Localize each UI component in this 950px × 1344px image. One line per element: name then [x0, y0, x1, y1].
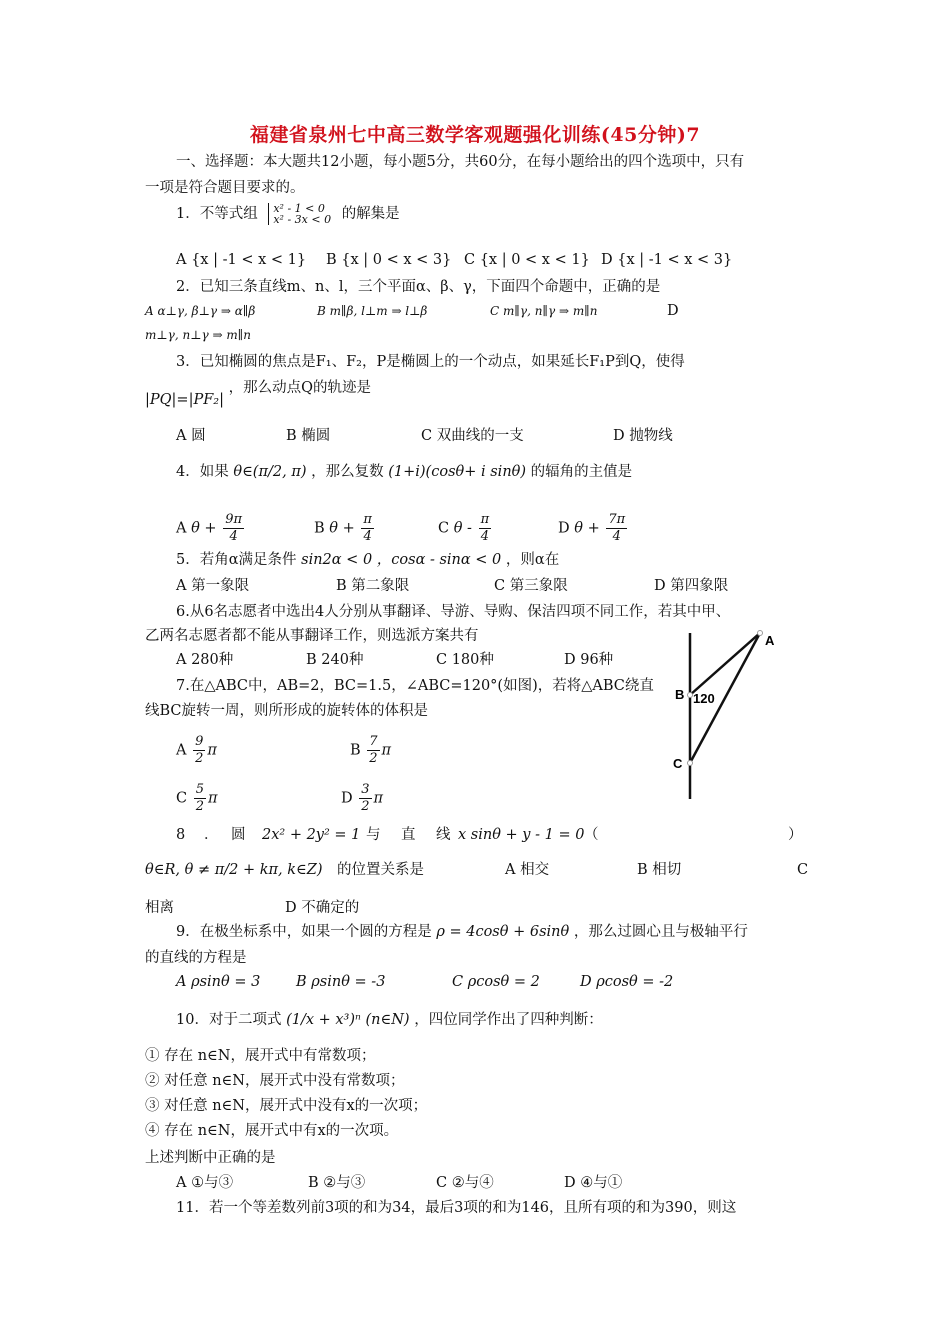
option-a: A {x | -1 < x < 1} [176, 252, 307, 268]
question-9-cont: 的直线的方程是 [145, 950, 247, 966]
label-c: C [673, 756, 683, 771]
label-b: B [675, 687, 685, 702]
question-3: 3．已知椭圆的焦点是F₁、F₂，P是椭圆上的一个动点，如果延长F₁P到Q，使得 [176, 354, 685, 370]
option-d: D ρcosθ = -2 [580, 974, 674, 990]
option-b: B ②与③ [308, 1175, 366, 1191]
statement-3: ③ 对任意 n∈N，展开式中没有x的一次项； [145, 1098, 428, 1114]
option-a: A 圆 [176, 428, 206, 444]
option-c: C ρcosθ = 2 [452, 974, 540, 990]
option-d: D 第四象限 [654, 578, 729, 594]
option-c: C 180种 [436, 652, 494, 668]
document-page: 福建省泉州七中高三数学客观题强化训练(45分钟)7 一、选择题：本大题共12小题，每小题5分，共60分，在每小题给出的四个选项中，只有 一项是符合题目要求的。 1．不等式组 x² - 1 < 0 x² - 3x < 0 的解集是 A {x | -1 < x < 1} B {x | 0 < x < 3} C {x | 0 < x < 1} D {x | -1 < x < 3} 2．已知三条直线m、n、l，三个平面α、β、γ，下面四个命题中，正确的是 A α⊥γ, β⊥γ ⇒ α∥β B m∥β, l⊥m ⇒ l⊥β C m∥γ, n∥γ ⇒ m∥n D m⊥γ, n⊥γ ⇒ m∥n 3．已知椭圆的焦点是F₁、F₂，P是椭圆上的一个动点，如果延长F₁P到Q，使得 |PQ|=|PF₂| ，那么动点Q的轨迹是 A 圆 B 椭圆 C 双曲线的一支 D 抛物线 4．如果 θ∈(π/2, π) ，那么复数 (1+i)(cosθ+ i sinθ) 的辐角的主值是 A θ + $\frac{9\pi}{4}$ B θ + $\frac{\pi}{4}$ C θ - $\frac{\pi}{4}$ D θ + $\frac{7\pi}{4}$ 5．若角α满足条件 sin2α < 0 ，cosα - sinα < 0 ，则α在 A 第一象限 B 第二象限 C 第三象限 D 第四象限 6.从6名志愿者中选出4人分别从事翻译、导游、导购、保洁四项不同工作，若其中甲、 乙两名志愿者都不能从事翻译工作，则选派方案共有 A 280种 B 240种 C 180种 D 96种 7.在△ABC中，AB=2，BC=1.5，∠ABC=120°(如图)，若将△ABC绕直 线BC旋转一周，则所形成的旋转体的体积是 A $\frac{9}{2}$ π B $\frac{7}{2}$ π C $\frac{5}{2}$ π D $\frac{3}{2}$ π A B 120 C 8 ． 圆 2x² + 2y² = 1 与 直 线 x sinθ + y - 1 = 0 （ ） θ∈R, θ ≠ π/2 + kπ, k∈Z) 的位置关系是 A 相交 B 相切 C 相离 D 不确定的 9．在极坐标系中，如果一个圆的方程是 ρ = 4cosθ + 6sinθ ，那么过圆心且与极轴平行 的直线的方程是 A ρsinθ = 3 B ρsinθ = -3 C ρcosθ = 2 D ρcosθ = -2 10．对于二项式 (1/x + x³)ⁿ (n∈N) ，四位同学作出了四种判断： ① 存在 n∈N，展开式中有常数项； ② 对任意 n∈N，展开式中没有常数项； ③ 对任意 n∈N，展开式中没有x的一次项； ④ 存在 n∈N，展开式中有x的一次项。 上述判断中正确的是 A ①与③ B ②与③ C ②与④ D ④与① 11．若一个等差数列前3项的和为34，最后3项的和为146，且所有项的和为390，则这 [0, 0, 950, 1344]
option-b: B $\frac{7}{2}$ π [350, 734, 392, 766]
inequality-system: x² - 1 < 0 x² - 3x < 0 [268, 203, 331, 225]
question-5: 5．若角α满足条件 sin2α < 0 ，cosα - sinα < 0 ，则α在 [176, 552, 560, 568]
question-7-cont: 线BC旋转一周，则所形成的旋转体的体积是 [145, 703, 429, 719]
question-1: 1．不等式组 x² - 1 < 0 x² - 3x < 0 的解集是 [176, 202, 400, 226]
question-6-cont: 乙两名志愿者都不能从事翻译工作，则选派方案共有 [145, 628, 479, 644]
option-d: D $\frac{3}{2}$ π [341, 782, 384, 814]
option-d: D {x | -1 < x < 3} [601, 252, 733, 268]
segment-ab [690, 633, 760, 695]
option-b: B θ + $\frac{\pi}{4}$ [314, 512, 372, 544]
option-b: B 椭圆 [286, 428, 331, 444]
question-10-ask: 上述判断中正确的是 [145, 1150, 276, 1166]
option-d: D 不确定的 [285, 900, 360, 916]
question-6: 6.从6名志愿者中选出4人分别从事翻译、导游、导购、保洁四项不同工作，若其中甲、 [176, 604, 731, 620]
option-b: B 第二象限 [336, 578, 410, 594]
option-c: C ②与④ [436, 1175, 494, 1191]
question-10: 10．对于二项式 (1/x + x³)ⁿ (n∈N) ，四位同学作出了四种判断： [176, 1012, 603, 1028]
option-b: B m∥β, l⊥m ⇒ l⊥β [317, 304, 428, 318]
option-a: A 相交 [505, 862, 550, 878]
option-a: A ρsinθ = 3 [176, 974, 261, 990]
label-angle: 120 [693, 691, 715, 706]
option-c-label: C [797, 862, 809, 878]
option-a: A θ + $\frac{9\pi}{4}$ [176, 512, 243, 544]
option-c: C θ - $\frac{\pi}{4}$ [438, 512, 490, 544]
option-a: A $\frac{9}{2}$ π [176, 734, 217, 766]
option-b: B {x | 0 < x < 3} [326, 252, 452, 268]
statement-4: ④ 存在 n∈N，展开式中有x的一次项。 [145, 1123, 399, 1139]
vertex-c [688, 761, 693, 766]
label-a: A [765, 633, 775, 648]
question-4: 4．如果 θ∈(π/2, π) ，那么复数 (1+i)(cosθ+ i sinθ) 的辐角的主值是 [176, 464, 633, 480]
section-intro-cont: 一项是符合题目要求的。 [145, 180, 305, 196]
question-2: 2．已知三条直线m、n、l，三个平面α、β、γ，下面四个命题中，正确的是 [176, 279, 661, 295]
question-3-cont: |PQ|=|PF₂| ，那么动点Q的轨迹是 [145, 380, 371, 408]
option-d: D θ + $\frac{7\pi}{4}$ [558, 512, 626, 544]
document-title: 福建省泉州七中高三数学客观题强化训练(45分钟)7 [249, 124, 701, 146]
statement-2: ② 对任意 n∈N，展开式中没有常数项； [145, 1073, 405, 1089]
question-9: 9．在极坐标系中，如果一个圆的方程是 ρ = 4cosθ + 6sinθ ，那么过圆心且与极轴平行 [176, 924, 748, 940]
option-a: A 第一象限 [176, 578, 250, 594]
option-a: A α⊥γ, β⊥γ ⇒ α∥β [145, 304, 256, 318]
option-d: D 抛物线 [613, 428, 673, 444]
question-7: 7.在△ABC中，AB=2，BC=1.5，∠ABC=120°(如图)，若将△ABC绕直 [176, 678, 654, 694]
option-b: B ρsinθ = -3 [296, 974, 386, 990]
statement-1: ① 存在 n∈N，展开式中有常数项； [145, 1048, 376, 1064]
option-c: C m∥γ, n∥γ ⇒ m∥n [490, 304, 598, 318]
option-d: m⊥γ, n⊥γ ⇒ m∥n [145, 328, 251, 342]
vertex-a [758, 631, 763, 636]
option-d: D 96种 [564, 652, 614, 668]
section-intro: 一、选择题：本大题共12小题，每小题5分，共60分，在每小题给出的四个选项中，只有 [176, 154, 745, 170]
question-11: 11．若一个等差数列前3项的和为34，最后3项的和为146，且所有项的和为390，则这 [176, 1200, 737, 1216]
option-c: C 双曲线的一支 [421, 428, 524, 444]
option-b: B 240种 [306, 652, 364, 668]
option-c: C 第三象限 [494, 578, 568, 594]
option-c: 相离 [145, 900, 174, 916]
option-a: A 280种 [176, 652, 234, 668]
option-c: C $\frac{5}{2}$ π [176, 782, 218, 814]
option-d-label: D [667, 303, 679, 319]
option-b: B 相切 [637, 862, 682, 878]
option-c: C {x | 0 < x < 1} [464, 252, 590, 268]
option-d: D ④与① [564, 1175, 623, 1191]
vertex-b [688, 693, 693, 698]
triangle-figure [665, 625, 785, 805]
question-4-options [176, 508, 841, 548]
option-a: A ①与③ [176, 1175, 234, 1191]
